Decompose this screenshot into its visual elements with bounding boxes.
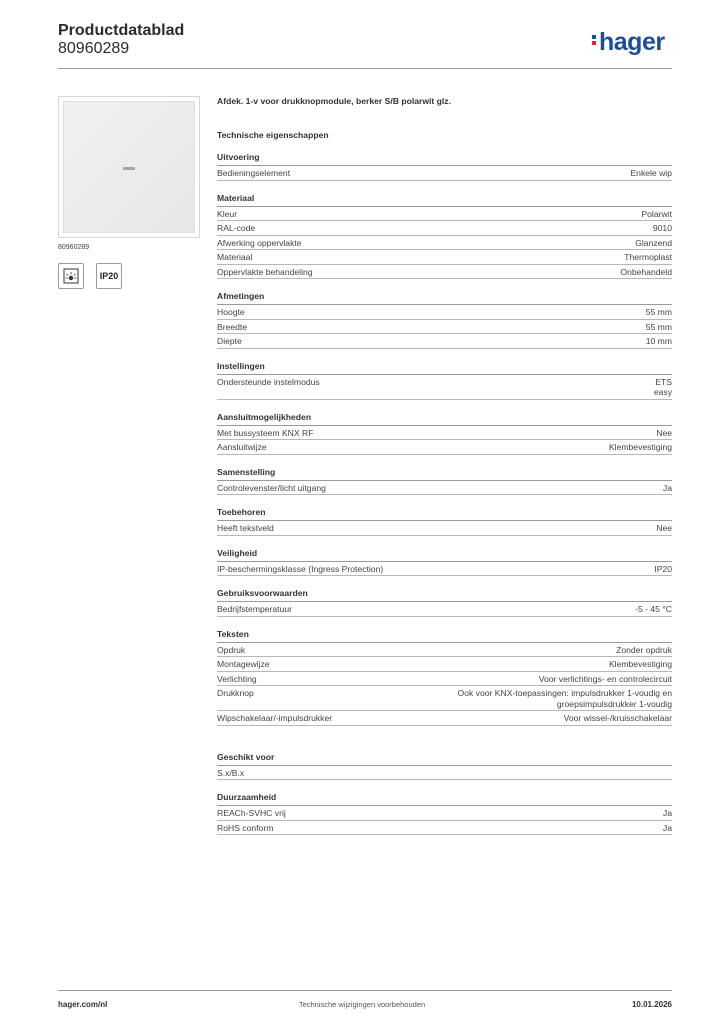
spec-value-line: Nee	[656, 523, 672, 533]
spec-value-line: 55 mm	[645, 307, 672, 317]
spec-value-line: Voor verlichtings- en controlecircuit	[538, 673, 672, 684]
spec-value	[663, 483, 672, 494]
spec-label: Drukknop	[217, 688, 254, 698]
spec-row	[217, 375, 672, 400]
page-title: Productdatablad	[58, 22, 185, 39]
section-title: Duurzaamheid	[217, 792, 672, 806]
spec-section	[217, 548, 672, 577]
spec-row	[217, 806, 672, 821]
spec-row	[217, 686, 672, 711]
spec-value	[656, 428, 672, 439]
spec-value-line: ETS	[655, 376, 672, 387]
spec-value	[620, 267, 672, 278]
spec-section	[217, 152, 672, 181]
spec-value-line: Klembevestiging	[608, 659, 672, 669]
spec-row	[217, 562, 672, 577]
spec-value-line: Ja	[662, 822, 672, 833]
spec-value-line: Thermoplast	[624, 252, 672, 262]
product-description: Afdek. 1-v voor drukknopmodule, berker S/B polarwit glz.	[217, 96, 451, 106]
light-source-badge	[58, 263, 84, 289]
spec-value	[653, 223, 672, 234]
spec-sections	[217, 152, 672, 835]
spec-label: Kleur	[217, 208, 238, 219]
spec-label: Ondersteunde instelmodus	[217, 376, 320, 387]
spec-label: RoHS conform	[217, 822, 274, 833]
section-title: Aansluitmogelijkheden	[217, 412, 672, 426]
section-title: Gebruiksvoorwaarden	[217, 588, 672, 602]
section-title: Uitvoering	[217, 152, 672, 166]
spec-value-line: groepsimpulsdrukker 1-voudig	[556, 698, 672, 709]
spec-label: Wipschakelaar/-impulsdrukker	[217, 713, 333, 723]
spec-section	[217, 629, 672, 726]
spec-section	[217, 291, 672, 349]
spec-row	[217, 643, 672, 658]
image-caption: 80960289	[58, 244, 90, 251]
spec-value-line: Zonder opdruk	[616, 644, 672, 655]
spec-value	[656, 523, 672, 534]
spec-value	[630, 168, 672, 179]
spec-row	[217, 166, 672, 181]
spec-label: Materiaal	[217, 252, 253, 262]
spec-row	[217, 265, 672, 280]
spec-value-line: 10 mm	[645, 336, 672, 346]
spec-value-line: -5 - 45 °C	[635, 604, 672, 614]
spec-row	[217, 821, 672, 836]
spec-label: Opdruk	[217, 644, 246, 655]
logo-dots-icon	[592, 33, 597, 47]
spec-value-line: Ja	[662, 808, 672, 818]
spec-value	[646, 307, 672, 318]
spec-row	[217, 250, 672, 265]
spec-section	[217, 412, 672, 455]
spec-value	[641, 209, 672, 220]
spec-label: Controlevenster/licht uitgang	[217, 482, 326, 493]
spec-row	[217, 207, 672, 222]
product-image	[58, 96, 200, 238]
spec-row	[217, 320, 672, 335]
spec-row	[217, 657, 672, 672]
logo-text: hager	[599, 28, 665, 56]
spec-label: REACh-SVHC vrij	[217, 808, 286, 818]
spec-section	[217, 588, 672, 617]
spec-value-line: 9010	[652, 223, 672, 233]
footer-website[interactable]: hager.com/nl	[58, 1000, 108, 1009]
spec-row	[217, 334, 672, 349]
spec-value-line: 55 mm	[645, 321, 672, 332]
ip-rating-badge: IP20	[96, 263, 122, 289]
spec-label: Met bussysteem KNX RF	[217, 427, 314, 438]
spec-value	[646, 336, 672, 347]
spec-value-line: Ja	[662, 482, 672, 493]
spec-label: RAL-code	[217, 223, 256, 233]
spec-value	[616, 645, 672, 656]
section-title: Teksten	[217, 629, 672, 643]
spec-value-line: Enkele wip	[630, 168, 672, 178]
spec-label: Breedte	[217, 321, 248, 332]
spec-value-line: Ook voor KNX-toepassingen: impulsdrukker 1-voudig en	[457, 688, 672, 698]
spec-label: Aansluitwijze	[217, 442, 267, 452]
spec-row	[217, 521, 672, 536]
spec-value-line: IP20	[654, 563, 672, 574]
spec-value	[663, 808, 672, 819]
spec-value	[609, 659, 672, 670]
spec-label: Montagewijze	[217, 659, 270, 669]
spec-value-line: Voor wissel-/kruisschakelaar	[563, 713, 672, 723]
spec-section	[217, 361, 672, 400]
spec-section	[217, 752, 672, 781]
spec-value-line: easy	[653, 387, 672, 397]
spec-label: Bedrijfstemperatuur	[217, 604, 292, 614]
spec-section	[217, 467, 672, 496]
section-title: Geschikt voor	[217, 752, 672, 766]
section-title: Instellingen	[217, 361, 672, 375]
spec-label: S.x/B.x	[217, 767, 245, 778]
spec-section	[217, 507, 672, 536]
footer-disclaimer: Technische wijzigingen voorbehouden	[298, 1000, 426, 1009]
spec-label: IP-beschermingsklasse (Ingress Protection)	[217, 563, 384, 574]
spec-value-line: Glanzend	[635, 237, 672, 248]
spec-value	[635, 604, 672, 615]
spec-value	[635, 238, 672, 249]
spec-value-line: Klembevestiging	[608, 442, 672, 452]
spec-section	[217, 193, 672, 280]
spec-value-line: Polarwit	[641, 208, 672, 219]
spec-label: Verlichting	[217, 673, 257, 684]
spec-row	[217, 481, 672, 496]
section-title: Samenstelling	[217, 467, 672, 481]
section-title: Materiaal	[217, 193, 672, 207]
spec-value	[654, 564, 672, 575]
spec-value-line: Onbehandeld	[620, 266, 672, 277]
spec-value	[654, 377, 672, 398]
spec-label: Diepte	[217, 336, 242, 346]
spec-row	[217, 440, 672, 455]
spec-value	[458, 688, 672, 709]
spec-value-line: Nee	[656, 427, 672, 438]
spec-row	[217, 305, 672, 320]
spec-row	[217, 672, 672, 687]
spec-value	[539, 674, 672, 685]
indicator-window	[123, 167, 135, 170]
article-number: 80960289	[58, 40, 130, 57]
spec-label: Afwerking oppervlakte	[217, 237, 302, 248]
footer-divider	[58, 990, 672, 991]
spec-content	[217, 96, 672, 835]
spec-label: Heeft tekstveld	[217, 523, 274, 533]
spec-label: Hoogte	[217, 307, 245, 317]
spec-row	[217, 426, 672, 441]
spec-value	[624, 252, 672, 263]
spec-value	[564, 713, 672, 724]
light-source-icon	[62, 267, 80, 285]
footer-date: 10.01.2026	[631, 1000, 672, 1009]
section-title: Toebehoren	[217, 507, 672, 521]
spec-row	[217, 711, 672, 726]
spec-row	[217, 602, 672, 617]
spec-value	[609, 442, 672, 453]
section-title: Afmetingen	[217, 291, 672, 305]
spec-label: Bedieningselement	[217, 168, 291, 178]
hager-logo	[592, 28, 665, 57]
spec-value	[663, 823, 672, 834]
spec-row	[217, 221, 672, 236]
spec-row	[217, 766, 672, 781]
section-title: Veiligheid	[217, 548, 672, 562]
spec-value	[646, 322, 672, 333]
section-gap	[217, 726, 672, 740]
spec-section	[217, 792, 672, 835]
spec-row	[217, 236, 672, 251]
header-divider	[58, 68, 672, 69]
technical-heading: Technische eigenschappen	[217, 130, 329, 140]
spec-label: Oppervlakte behandeling	[217, 266, 313, 277]
